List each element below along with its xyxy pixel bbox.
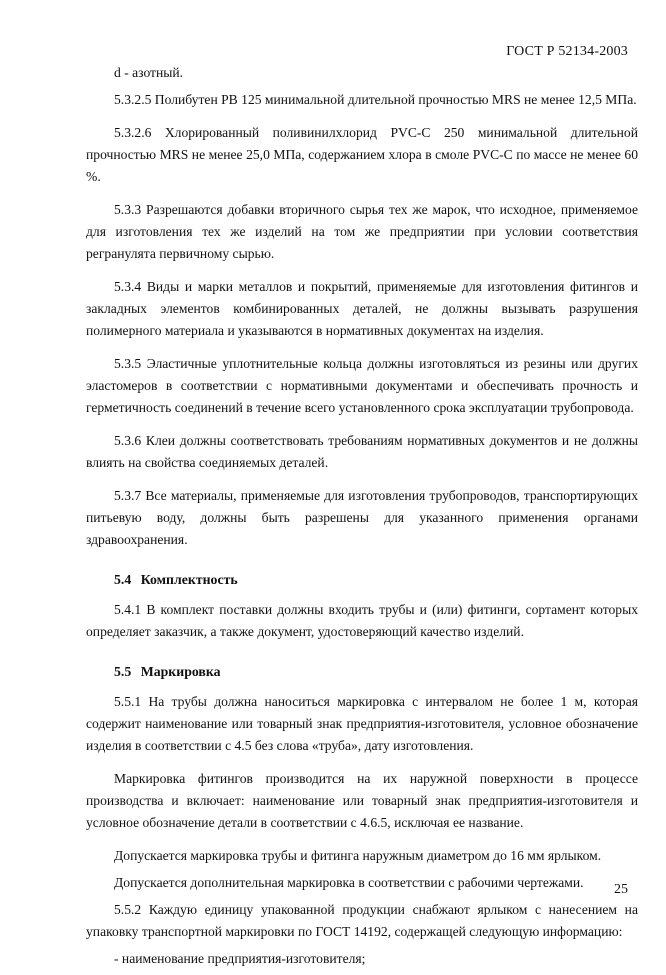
section-number: 5.5	[114, 664, 132, 679]
section-title: Маркировка	[140, 664, 221, 679]
paragraph-additional-marking: Допускается дополнительная маркировка в соответствии с рабочими чертежами.	[114, 875, 584, 890]
section-number: 5.4	[114, 572, 132, 587]
paragraph-5-3-4: 5.3.4 Виды и марки металлов и покрытий, применяемые для изготовления фитингов и закладных элементов комбинированных деталей, не должны вызывать разрушения полимерного материала и указываются в нормативных документах на изделия.	[86, 279, 638, 338]
paragraph-label-marking: Допускается маркировка трубы и фитинга наружным диаметром до 16 мм ярлыком.	[114, 848, 602, 863]
paragraph-fittings-marking: Маркировка фитингов производится на их наружной поверхности в процессе производства и включает: наименование или товарный знак предприятия-изготовителя и условное обозначение детали в соответствии с 4.6.5, исключая ее название.	[86, 771, 638, 830]
paragraph-5-3-7: 5.3.7 Все материалы, применяемые для изготовления трубопроводов, транспортирующих питьевую воду, должны быть разрешены для указанного применения органами здравоохранения.	[86, 488, 638, 547]
paragraph-5-4-1: 5.4.1 В комплект поставки должны входить трубы и (или) фитинги, сортамент которых определяет заказчик, а также документ, удостоверяющий качество изделий.	[86, 602, 638, 639]
section-title: Комплектность	[140, 572, 238, 587]
paragraph-azotny: d - азотный.	[114, 65, 184, 80]
paragraph-5-5-1: 5.5.1 На трубы должна наноситься маркировка с интервалом не более 1 м, которая содержит наименование или товарный знак предприятия-изготовителя, условное обозначение изделия в соответствии с 4.5 без слова «труба», дату изготовления.	[86, 694, 638, 753]
page-number: 25	[614, 882, 628, 897]
list-item-manufacturer-name: - наименование предприятия-изготовителя;	[114, 951, 366, 966]
paragraph-5-3-2-6: 5.3.2.6 Хлорированный поливинилхлорид PVC-C 250 минимальной длительной прочностью MRS не менее 25,0 МПа, содержанием хлора в смоле PVC-C по массе не менее 60 %.	[86, 125, 638, 184]
paragraph-5-3-2-5: 5.3.2.5 Полибутен PB 125 минимальной длительной прочностью MRS не менее 12,5 МПа.	[114, 92, 637, 107]
section-heading-5-5	[114, 661, 638, 683]
paragraph-5-3-3: 5.3.3 Разрешаются добавки вторичного сырья тех же марок, что исходное, применяемое для изготовления тех же изделий на том же предприятии при условии соответствия регранулята первичному сырью.	[86, 202, 638, 261]
section-heading-5-4	[114, 569, 638, 591]
paragraph-5-3-5: 5.3.5 Эластичные уплотнительные кольца должны изготовляться из резины или других эластомеров в соответствии с нормативными документами и обеспечивать прочность и герметичность соединений в течение всего установленного срока эксплуатации трубопровода.	[86, 356, 638, 415]
paragraph-5-3-6: 5.3.6 Клеи должны соответствовать требованиям нормативных документов и не должны влиять на свойства соединяемых деталей.	[86, 433, 638, 470]
document-body	[86, 62, 638, 975]
paragraph-5-5-2: 5.5.2 Каждую единицу упакованной продукции снабжают ярлыком с нанесением на упаковку транспортной маркировки по ГОСТ 14192, содержащей следующую информацию:	[86, 902, 638, 939]
document-header-id: ГОСТ Р 52134-2003	[506, 44, 628, 59]
